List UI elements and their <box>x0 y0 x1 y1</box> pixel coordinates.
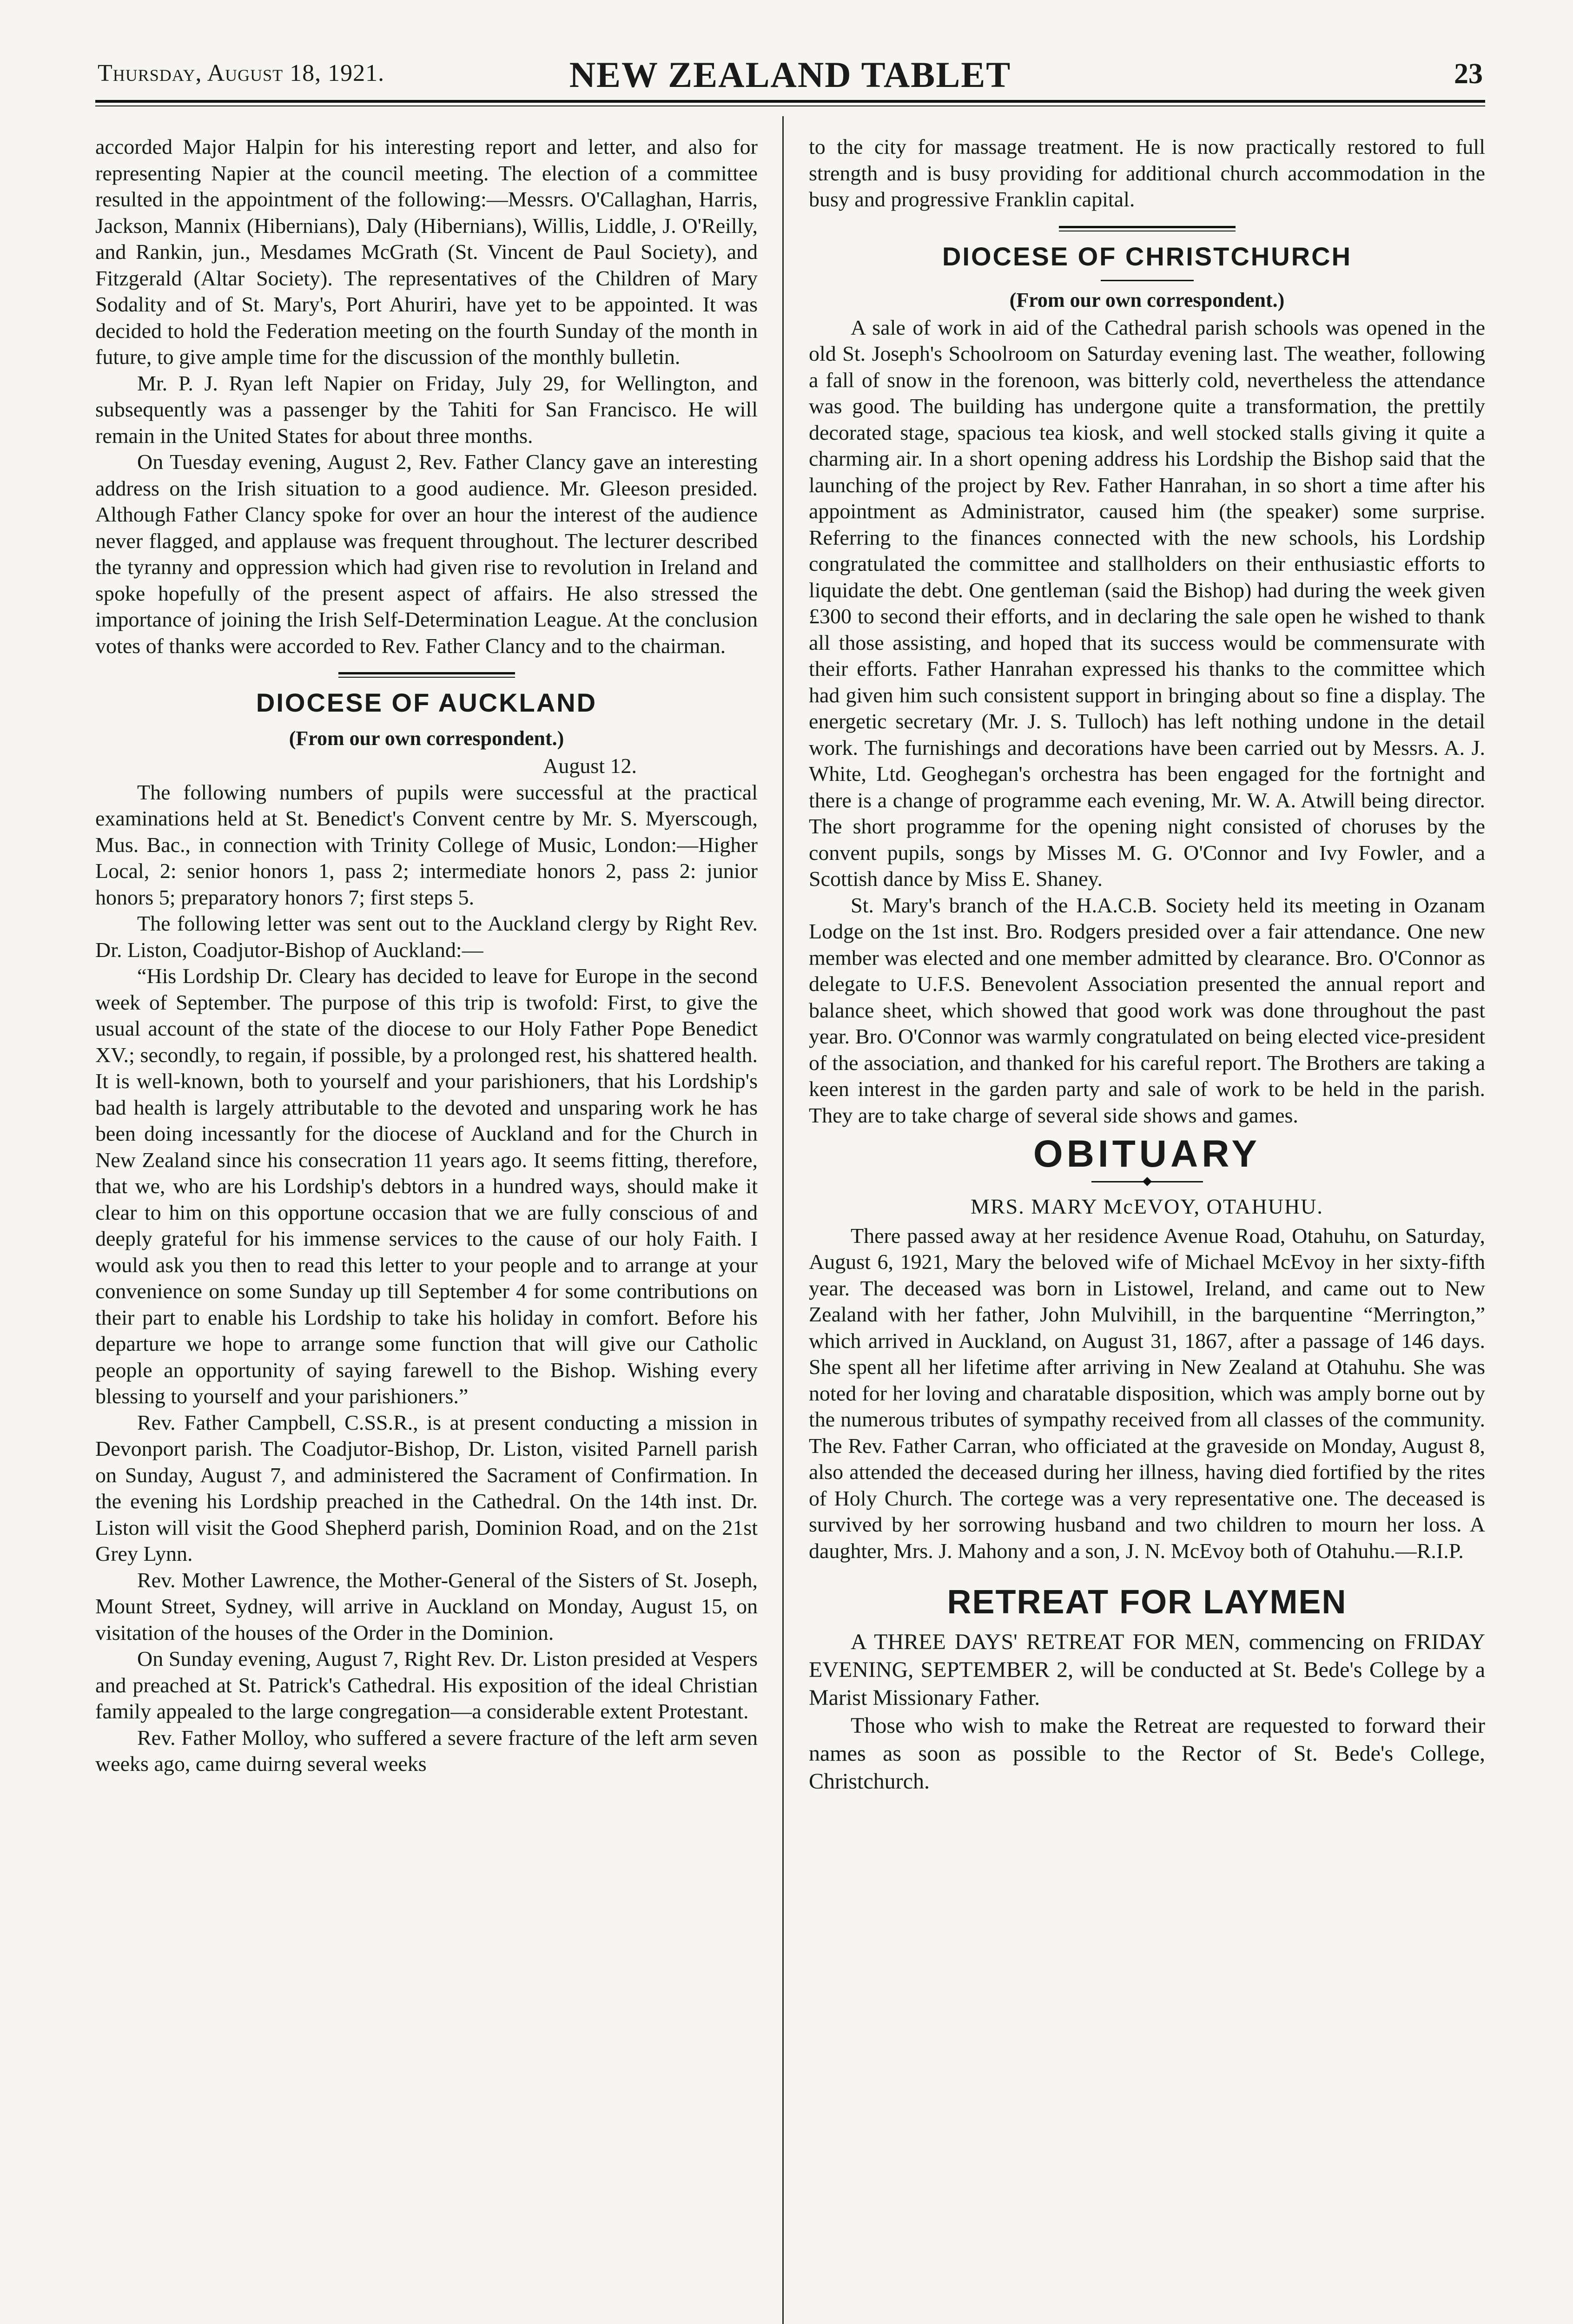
article-paragraph: On Tuesday evening, August 2, Rev. Father Clancy gave an interesting address on the Irish situation to a good audience. Mr. Gleeson presided. Although Father Clancy spoke for over an hour the interest of the audience never flagged, and applause was frequent throughout. The lecturer described the tyranny and oppression which had given rise to revolution in Ireland and spoke hopefully of the present aspect of affairs. He also stressed the importance of joining the Irish Self-Determination League. At the conclusion votes of thanks were accorded to Rev. Father Clancy and to the chairman. <box>95 450 758 658</box>
article-paragraph: Rev. Mother Lawrence, the Mother-General of the Sisters of St. Joseph, Mount Street, Sydney, will arrive in Auckland on Monday, August 15, on visitation of the houses of the Order in the Dominion. <box>95 1568 758 1644</box>
masthead-rule <box>95 100 1485 106</box>
article-paragraph: The following letter was sent out to the Auckland clergy by Right Rev. Dr. Liston, Coadjutor-Bishop of Auckland:— <box>95 911 758 962</box>
article-paragraph: to the city for massage treatment. He is now practically restored to full strength and is busy providing for additional church accommodation in the busy and progressive Franklin capital. <box>809 135 1485 211</box>
article-paragraph: “His Lordship Dr. Cleary has decided to leave for Europe in the second week of September. The purpose of this trip is twofold: First, to give the usual account of the state of the diocese to our Holy Father Pope Benedict XV.; secondly, to regain, if possible, by a prolonged rest, his shattered health. It is well-known, both to yourself and your parishioners, that his Lordship's bad health is largely attributable to the devoted and unsparing work he has been doing incessantly for the diocese of Auckland and for the Church in New Zealand since his consecration 11 years ago. It seems fitting, therefore, that we, who are his Lordship's debtors in a hundred ways, should make it clear to him on this opportune occasion that we are fully conscious of and deeply grateful for his immense services to the cause of our holy Faith. I would ask you then to read this letter to your people and to arrange at your convenience on some Sunday up till September 4 for some contributions on their part to enable his Lordship to take his holiday in comfort. Before his departure we hope to arrange some function that will give our Catholic people an opportunity of saying farewell to the Bishop. Wishing every blessing to yourself and your parishioners.” <box>95 964 758 1408</box>
article-paragraph: accorded Major Halpin for his interesting report and letter, and also for representing Napier at the council meeting. The election of a committee resulted in the appointment of the following:—Messrs. O'Callaghan, Harris, Jackson, Mannix (Hibernians), Daly (Hibernians), Willis, Liddle, J. O'Reilly, and Rankin, jun., Mesdames McGrath (St. Vincent de Paul Society), and Fitzgerald (Altar Society). The representatives of the Children of Mary Sodality and of St. Mary's, Port Ahuriri, have yet to be appointed. It was decided to hold the Federation meeting on the fourth Sunday of the month in future, to give ample time for the discussion of the monthly bulletin. <box>95 135 758 369</box>
newspaper-title: NEW ZEALAND TABLET <box>569 54 1011 95</box>
auckland-byline: (From our own correspondent.) <box>289 727 564 750</box>
christchurch-byline: (From our own correspondent.) <box>1009 288 1285 311</box>
article-paragraph: There passed away at her residence Avenue Road, Otahuhu, on Saturday, August 6, 1921, Mary the beloved wife of Michael McEvoy in her sixty-fifth year. The deceased was born in Listowel, Ireland, and came out to New Zealand with her father, John Mulvihill, in the barquentine “Merrington,” which arrived in Auckland, on August 31, 1867, after a passage of 146 days. She spent all her lifetime after arriving in New Zealand at Otahuhu. She was noted for her loving and charatable disposition, which was amply borne out by the numerous tributes of sympathy received from all classes of the community. The Rev. Father Carran, who officiated at the graveside on Monday, August 8, also attended the deceased during her illness, having died fortified by the rites of Holy Church. The cortege was a very representative one. The deceased is survived by her sorrowing husband and two children to mourn her loss. A daughter, Mrs. J. Mahony and a son, J. N. McEvoy both of Otahuhu.—R.I.P. <box>809 1223 1485 1563</box>
retreat-heading: RETREAT FOR LAYMEN <box>947 1584 1347 1621</box>
article-paragraph: On Sunday evening, August 7, Right Rev. Dr. Liston presided at Vespers and preached at St. Patrick's Cathedral. His exposition of the ideal Christian family appealed to the large congregation—a considerable extent Protestant. <box>95 1647 758 1723</box>
left-column <box>95 134 758 1777</box>
auckland-dateline: August 12. <box>543 754 637 778</box>
auckland-heading: DIOCESE OF AUCKLAND <box>256 688 597 717</box>
diamond-ornament-icon <box>1091 1177 1203 1186</box>
section-rule <box>1059 226 1236 231</box>
retreat-paragraph: A THREE DAYS' RETREAT FOR MEN, commencing on FRIDAY EVENING, SEPTEMBER 2, will be conducted at St. Bede's College by a Marist Missionary Father. <box>809 1630 1485 1710</box>
section-rule <box>338 672 515 678</box>
article-paragraph: A sale of work in aid of the Cathedral parish schools was opened in the old St. Joseph's Schoolroom on Saturday evening last. The weather, following a fall of snow in the forenoon, was bitterly cold, nevertheless the attendance was good. The building has undergone quite a transformation, the prettily decorated stage, spacious tea kiosk, and well stocked stalls giving it quite a charming air. In a short opening address his Lordship the Bishop said that the launching of the project by Rev. Father Hanrahan, in so short a time after his appointment as Administrator, caused him (the speaker) some surprise. Referring to the finances connected with the new schools, his Lordship congratulated the committee and stallholders on their enthusiastic efforts to liquidate the debt. One gentleman (said the Bishop) had during the week given £300 to second their efforts, and in declaring the sale open he wished to thank all those assisting, and hoped that its success would be commensurate with their efforts. Father Hanrahan expressed his thanks to the committee which had given him such consistent support in bringing about so fine a display. The energetic secretary (Mr. J. S. Tulloch) has left nothing undone in the detail work. The furnishings and decorations have been carried out by Messrs. A. J. White, Ltd. Geoghegan's orchestra has been engaged for the fortnight and there is a change of programme each evening, Mr. W. A. Atwill being director. The short programme for the opening night consisted of choruses by the convent pupils, songs by Misses M. G. O'Connor and Ivy Fowler, and a Scottish dance by Miss E. Shaney. <box>809 315 1485 891</box>
right-column <box>809 134 1485 1796</box>
article-paragraph: The following numbers of pupils were successful at the practical examinations held at St. Benedict's Convent centre by Mr. S. Myerscough, Mus. Bac., in connection with Trinity College of Music, London:—Higher Local, 2: senior honors 1, pass 2; intermediate honors 2, pass 2: junior honors 5; preparatory honors 7; first steps 5. <box>95 780 758 909</box>
article-paragraph: St. Mary's branch of the H.A.C.B. Society held its meeting in Ozanam Lodge on the 1st inst. Bro. Rodgers presided over a fair attendance. One new member was elected and one member admitted by clearance. Bro. O'Connor as delegate to U.F.S. Benevolent Association presented the annual report and balance sheet, which showed that good work was done throughout the past year. Bro. O'Connor was warmly congratulated on being elected vice-president of the association, and thanked for his careful report. The Brothers are taking a keen interest in the garden party and sale of work to be held in the parish. They are to take charge of several side shows and games. <box>809 893 1485 1127</box>
article-paragraph: Rev. Father Campbell, C.SS.R., is at present conducting a mission in Devonport parish. The Coadjutor-Bishop, Dr. Liston, visited Parnell parish on Sunday, August 7, and administered the Sacrament of Confirmation. In the evening his Lordship preached in the Cathedral. On the 14th inst. Dr. Liston will visit the Good Shepherd parish, Dominion Road, and on the 21st Grey Lynn. <box>95 1410 758 1565</box>
article-paragraph: Mr. P. J. Ryan left Napier on Friday, July 29, for Wellington, and subsequently was a passenger by the Tahiti for San Francisco. He will remain in the United States for about three months. <box>95 371 758 448</box>
page-number: 23 <box>1454 58 1483 90</box>
obituary-name: MRS. MARY McEVOY, OTAHUHU. <box>971 1195 1323 1218</box>
christchurch-heading: DIOCESE OF CHRISTCHURCH <box>942 241 1352 271</box>
column-divider <box>782 116 784 2324</box>
issue-date: Thursday, August 18, 1921. <box>98 60 385 86</box>
masthead <box>98 51 1483 107</box>
article-paragraph: Rev. Father Molloy, who suffered a severe fracture of the left arm seven weeks ago, came duirng several weeks <box>95 1725 758 1776</box>
heading-rule <box>1101 280 1194 281</box>
retreat-paragraph: Those who wish to make the Retreat are requested to forward their names as soon as possible to the Rector of St. Bede's College, Christchurch. <box>809 1713 1485 1794</box>
obituary-heading: OBITUARY <box>1033 1133 1261 1175</box>
